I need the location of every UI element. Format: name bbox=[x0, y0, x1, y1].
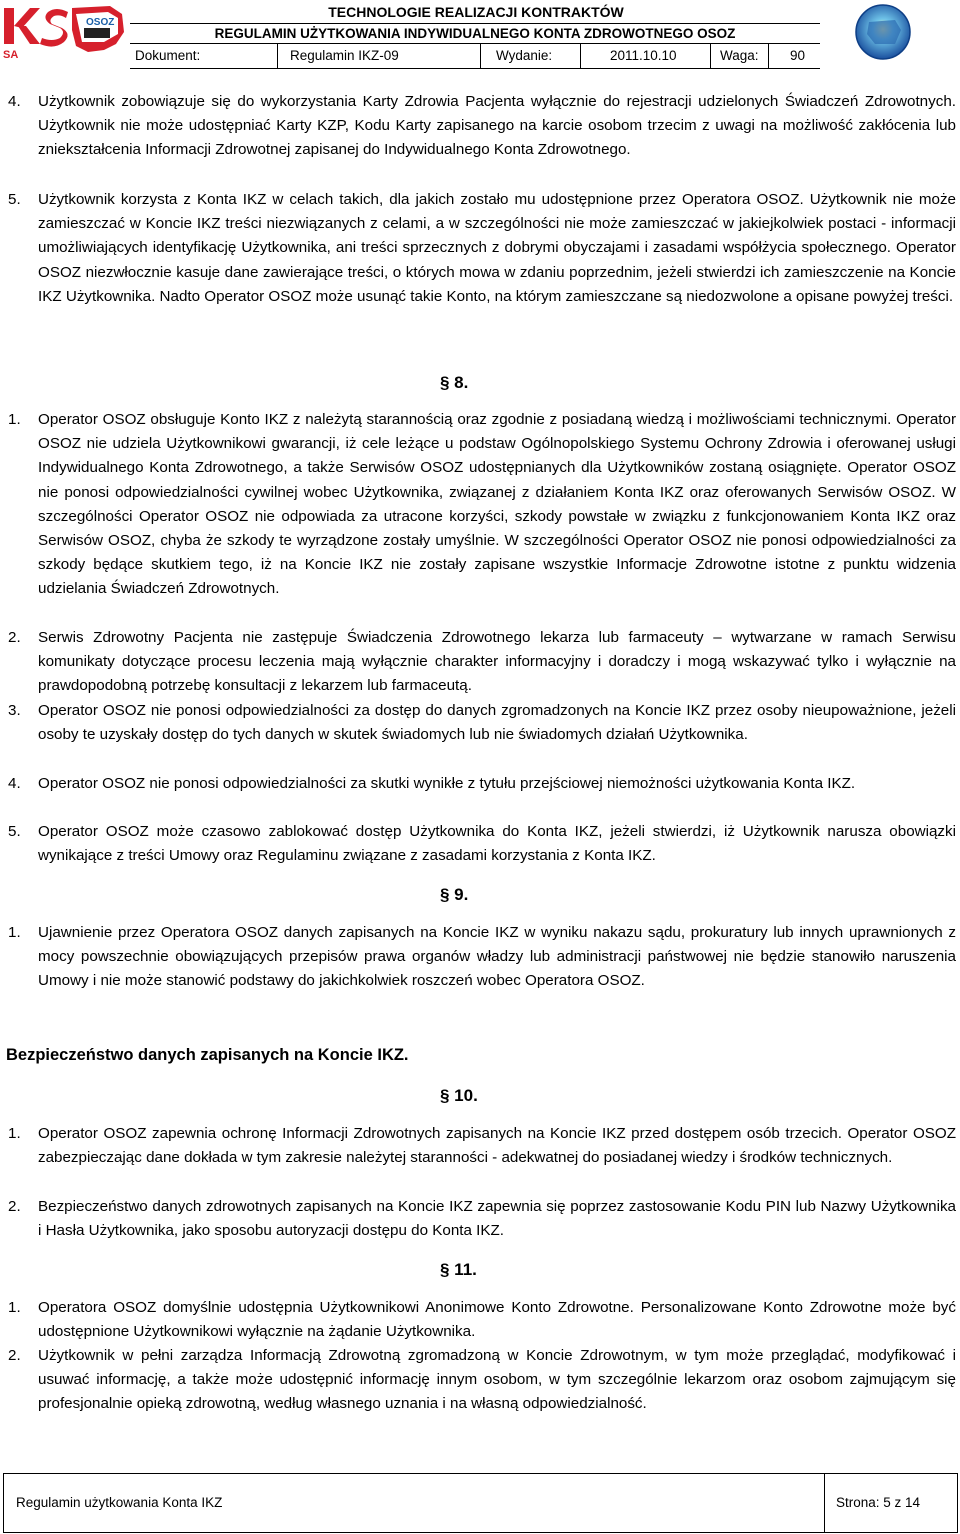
section-8-heading: § 8. bbox=[440, 373, 469, 392]
logo-osoz-text: OSOZ bbox=[86, 17, 115, 28]
header-meta-row bbox=[130, 43, 820, 69]
header-subtitle: REGULAMIN UŻYTKOWANIA INDYWIDUALNEGO KONTA ZDROWOTNEGO OSOZ bbox=[130, 23, 820, 44]
paragraph-7-5: 5. Użytkownik korzysta z Konta IKZ w celach takich, dla jakich zostało mu udostępnione przez Operatora OSOZ. Użytkownik nie może zamieszczać w Koncie IKZ treści niezwiązanych z celami, a w szczególności nie może zamieszczać w jakiejkolwiek postaci - informacji umożliwiających identyfikację Użytkownika, ani treści sprzecznych z dobrymi obyczajami i zasadami współżycia społecznego. Operator OSOZ niezwłocznie kasuje dane zawierające treści, o których mowa w zdaniu poprzednim, jeżeli stwierdzi ich zamieszczenie na Koncie IKZ Użytkownika. Nadto Operator OSOZ może usunąć takie Konto, na którym zamieszczane są niedozwolone a opisane powyżej treści. bbox=[8, 191, 956, 305]
logo-sa-text: SA bbox=[3, 49, 19, 61]
section-9-heading: § 9. bbox=[440, 885, 469, 904]
section-11-heading: § 11. bbox=[440, 1260, 477, 1279]
weight-label: Waga: bbox=[720, 48, 759, 63]
doc-value: Regulamin IKZ-09 bbox=[290, 48, 399, 63]
document-footer bbox=[3, 1473, 958, 1533]
section-8-item-1: 1. Operator OSOZ obsługuje Konto IKZ z należytą starannością oraz zgodnie z posiadaną wiedzą i możliwościami technicznymi. Operator OSOZ nie udziela Użytkownikowi gwarancji, iż cele leżące u podstaw Ogólnopolskiego Systemu Ochrony Zdrowia i oferowanej usługi Indywidualnego Konta Zdrowotnego, a także Serwisów OSOZ udostępnianych dla Użytkowników zostaną osiągnięte. Operator OSOZ nie ponosi odpowiedzialności cywilnej wobec Użytkownika, związanej z działaniem Konta IKZ oraz oferowanych Serwisów OSOZ. W szczególności Operator OSOZ nie odpowiada za utracone korzyści, szkody powstałe w związku z funkcjonowaniem Konta IKZ oraz Serwisów OSOZ, chyba że szkody te wyrządzone zostały umyślnie. W szczególności Operator OSOZ nie ponosi odpowiedzialności za szkody będące skutkiem tego, iż na Koncie IKZ nie zostały zapisane wszystkie Informacje Zdrowotne istotne z punktu widzenia udzielania Świadczeń Zdrowotnych. bbox=[8, 411, 956, 598]
paragraph-7-4: 4. Użytkownik zobowiązuje się do wykorzystania Karty Zdrowia Pacjenta wyłącznie do rejestracji udzielonych Świadczeń Zdrowotnych. Użytkownik nie może udostępniać Karty KZP, Kodu Karty zapisanego na karcie osobom trzecim z uwagi na możliwość zakłócenia lub zniekształcenia Informacji Zdrowotnej zapisanej do Indywidualnego Konta Zdrowotnego. bbox=[8, 93, 956, 159]
edition-value: 2011.10.10 bbox=[610, 48, 677, 63]
edition-label: Wydanie: bbox=[496, 48, 553, 63]
header-title: TECHNOLOGIE REALIZACJI KONTRAKTÓW bbox=[328, 4, 624, 20]
section-9-item-1: 1. Ujawnienie przez Operatora OSOZ danych zapisanych na Koncie IKZ w wyniku nakazu sądu, prokuratury lub innych uprawnionych z mocy powszechnie obowiązujących przepisów prawa organów władzy lub administracji państwowej nie będzie stanowiło naruszenia Umowy i nie może stanowić podstawy do jakichkolwiek roszczeń wobec Operatora OSOZ. bbox=[8, 924, 956, 990]
weight-value: 90 bbox=[790, 48, 806, 63]
section-11-item-2: 2. Użytkownik w pełni zarządza Informacją Zdrowotną zgromadzoną w Koncie Zdrowotnym, w tym może przeglądać, modyfikować i usuwać informację, a także może udostępnić informację innym osobom, w tym szczególnie lekarzom oraz osobom zajmującym się profesjonalnie opieką zdrowotną, według własnego uznania i na własną odpowiedzialność. bbox=[8, 1347, 956, 1413]
section-8-item-5: 5. Operator OSOZ może czasowo zablokować dostęp Użytkownika do Konta IKZ, jeżeli stwierdzi, iż Użytkownik narusza obowiązki wynikające z treści Umowy oraz Regulaminu związane z zasadami korzystania z Konta IKZ. bbox=[8, 823, 956, 865]
doc-label: Dokument: bbox=[135, 48, 201, 63]
section-8-item-3: 3. Operator OSOZ nie ponosi odpowiedzialności za dostęp do danych zgromadzonych na Koncie IKZ przez osoby nieupoważnione, jeżeli osoby te uzyskały dostęp do tych danych w skutek świadomych lub nie świadomych działań Użytkownika. bbox=[8, 702, 956, 744]
section-8-item-4: 4. Operator OSOZ nie ponosi odpowiedzialności za skutki wynikłe z tytułu przejściowej niemożności użytkowania Konta IKZ. bbox=[8, 775, 856, 792]
document-header bbox=[0, 0, 960, 70]
footer-document-name: Regulamin użytkowania Konta IKZ bbox=[16, 1495, 223, 1510]
section-10-item-1: 1. Operator OSOZ zapewnia ochronę Informacji Zdrowotnych zapisanych na Koncie IKZ przed dostępem osób trzecich. Operator OSOZ zabezpieczając dane dokłada w tym zakresie należytej staranności - adekwatnej do posiadanej wiedzy i środków technicznych. bbox=[8, 1125, 956, 1167]
security-heading: Bezpieczeństwo danych zapisanych na Koncie IKZ. bbox=[6, 1046, 409, 1064]
section-10-heading: § 10. bbox=[440, 1086, 478, 1105]
footer-page-number: Strona: 5 z 14 bbox=[836, 1495, 921, 1510]
section-8-item-2: 2. Serwis Zdrowotny Pacjenta nie zastępuje Świadczenia Zdrowotnego lekarza lub farmaceuty – wytwarzane w ramach Serwisu komunikaty dotyczące procesu leczenia mają wyłącznie charakter informacyjny i doradczy i mogą wskazywać tylko i wyłącznie na prawdopodobną potrzebę konsultacji z lekarzem lub farmaceutą. bbox=[8, 629, 956, 695]
section-11-item-1: 1. Operatora OSOZ domyślnie udostępnia Użytkownikowi Anonimowe Konto Zdrowotne. Personalizowane Konto Zdrowotne może być udostępnione Użytkownikowi wyłącznie na żądanie Użytkownika. bbox=[8, 1299, 956, 1341]
section-10-item-2: 2. Bezpieczeństwo danych zdrowotnych zapisanych na Koncie IKZ zapewnia się poprzez zastosowanie Kodu PIN lub Nazwy Użytkownika i Hasła Użytkownika, jako sposobu autoryzacji dostępu do Konta IKZ. bbox=[8, 1198, 956, 1240]
kamsoft-logo bbox=[0, 0, 129, 66]
osoz-globe-logo bbox=[823, 0, 959, 66]
